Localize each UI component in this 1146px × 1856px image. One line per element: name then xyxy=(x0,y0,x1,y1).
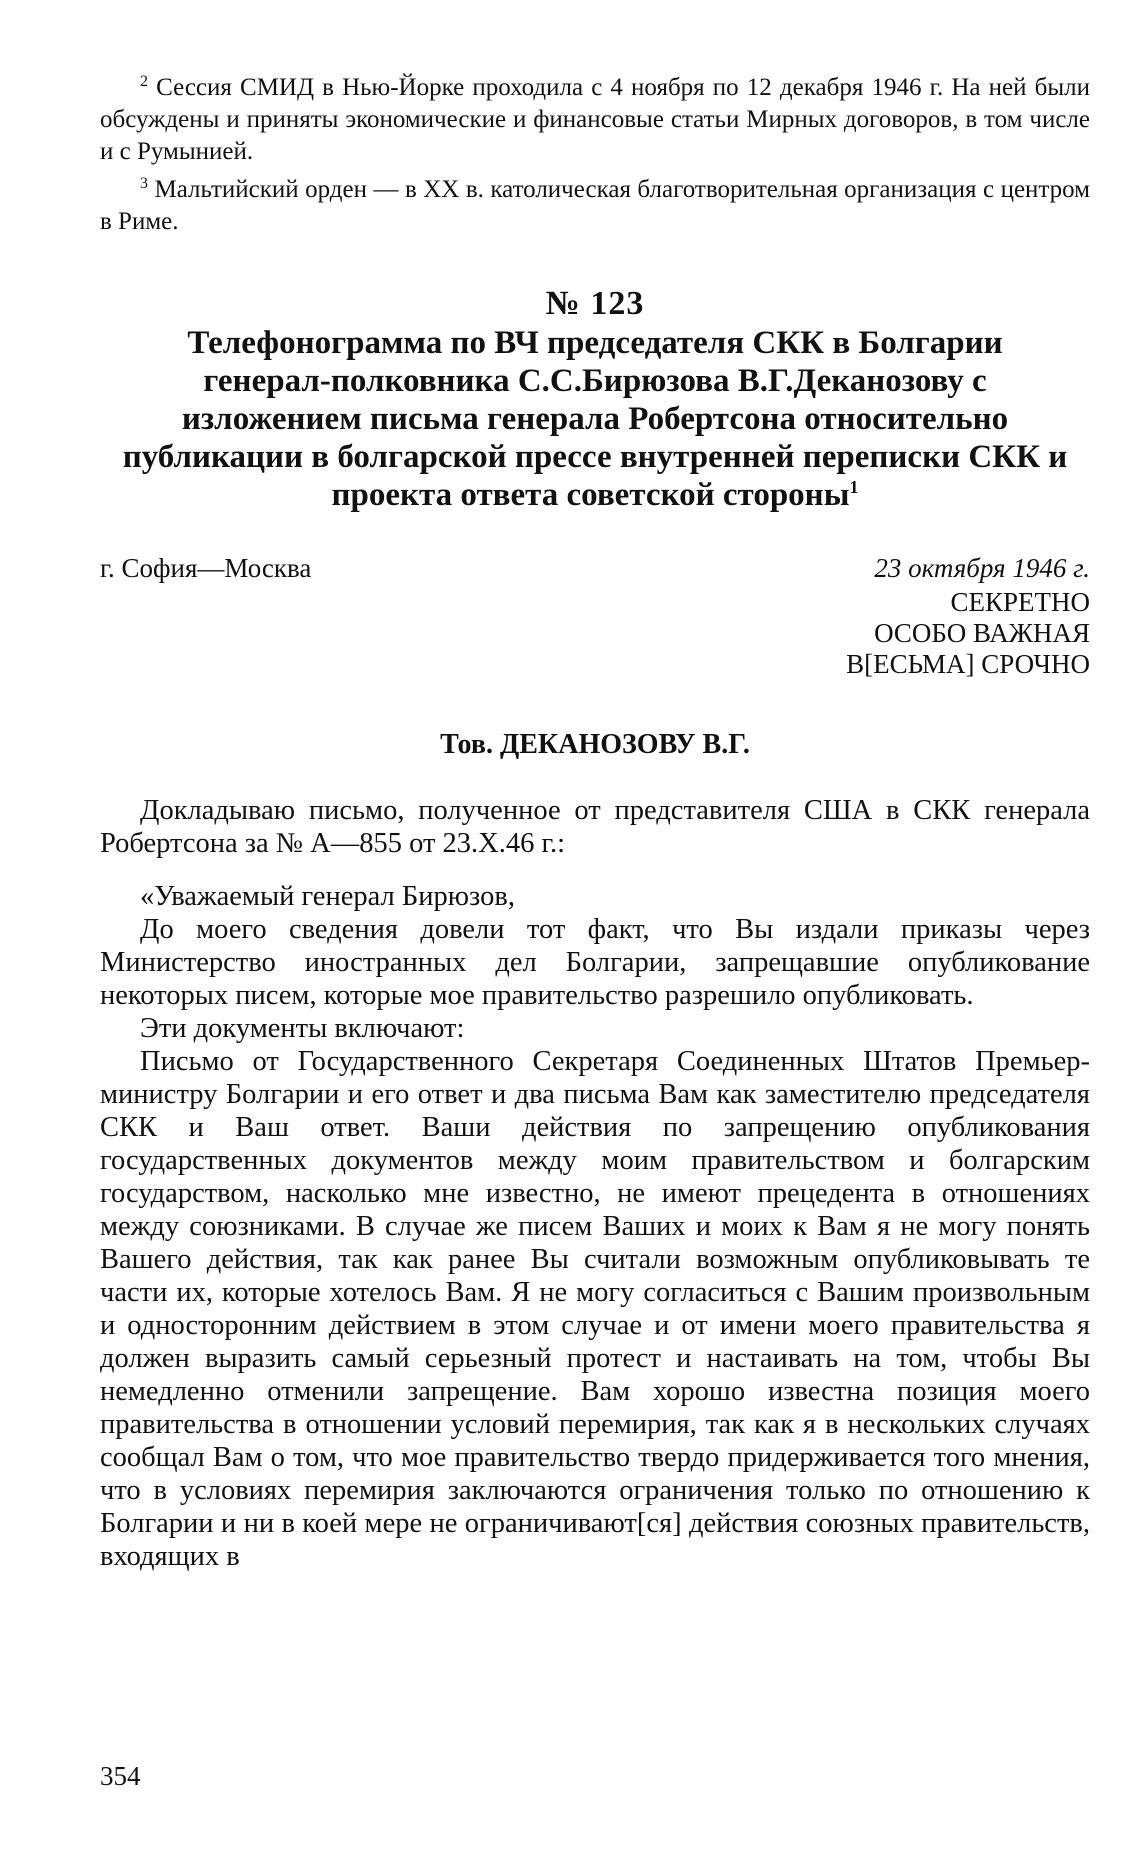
footnote xyxy=(100,72,1090,168)
classification-marks xyxy=(100,587,1090,680)
addressee: Тов. ДЕКАНОЗОВУ В.Г. xyxy=(440,729,750,760)
classification-mark: В[ЕСЬМА] СРОЧНО xyxy=(846,649,1090,679)
classification-mark: СЕКРЕТНО xyxy=(950,587,1090,617)
footnote-text: Мальтийский орден — в XX в. католическая благотворительная организация с центром в Риме. xyxy=(100,176,1091,235)
place-date-line xyxy=(100,552,1090,584)
footnote-mark: 3 xyxy=(140,175,148,192)
page-number: 354 xyxy=(100,1761,141,1791)
body-paragraph: Докладываю письмо, полученное от представителя США в СКК генерала Робертсона за № А—855 от 23.X.46 г.: xyxy=(100,795,1090,859)
footnote-mark: 2 xyxy=(140,73,148,90)
letter-paragraph: Письмо от Государственного Секретаря Соединенных Штатов Премьер-министру Болгарии и его ответ и два письма Вам как заместителю председателя СКК и Ваш ответ. Ваши действия по запрещению опубликования государственных документов между моим правительством и болгарским государством, насколько мне известно, не имеют прецедента в отношениях между союзниками. В случае же писем Ваших и моих к Вам я не могу понять Вашего действия, так как ранее Вы считали возможным опубликовывать те части их, которые хотелось Вам. Я не могу согласиться с Вашим произвольным и односторонним действием в этом случае и от имени моего правительства я должен выразить самый серьезный протест и настаивать на том, чтобы Вы немедленно отменили запрещение. Вам хорошо известна позиция моего правительства в отношении условий перемирия, так как я в нескольких случаях сообщал Вам о том, что мое правительство твердо придерживается того мнения, что в условиях перемирия заключаются ограничения только по отношению к Болгарии и ни в коей мере не ограничивают[ся] действия союзных правительств, входящих в xyxy=(100,1046,1090,1572)
document-number: № 123 xyxy=(545,285,645,322)
classification-mark: ОСОБО ВАЖНАЯ xyxy=(874,618,1090,648)
letter-paragraph: Эти документы включают: xyxy=(140,1013,465,1044)
letter-paragraph: До моего сведения довели тот факт, что Вы издали приказы через Министерство иностранных дел Болгарии, запрещавшие опубликование некоторых писем, которые мое правительство разрешило опубликовать. xyxy=(100,914,1090,1011)
letter-salutation: «Уважаемый генерал Бирюзов, xyxy=(140,881,515,912)
document-title xyxy=(100,324,1090,514)
document-body xyxy=(100,794,1090,1573)
document-title-text: Телефонограмма по ВЧ председателя СКК в Болгарии генерал-полковника С.С.Бирюзова В.Г.Деканозову с изложением письма генерала Робертсона относительно публикации в болгарской прессе внутренней переписки СКК и проекта ответа советской стороны xyxy=(122,325,1068,513)
footnotes xyxy=(100,72,1090,244)
document-date: 23 октября 1946 г. xyxy=(874,553,1090,583)
title-footnote-mark: 1 xyxy=(849,477,859,497)
document-place: г. София—Москва xyxy=(100,553,312,583)
footnote xyxy=(100,174,1090,238)
footnote-text: Сессия СМИД в Нью-Йорке проходила с 4 ноября по 12 декабря 1946 г. На ней были обсуждены и приняты экономические и финансовые статьи Мирных договоров, в том числе и с Румынией. xyxy=(100,74,1090,165)
